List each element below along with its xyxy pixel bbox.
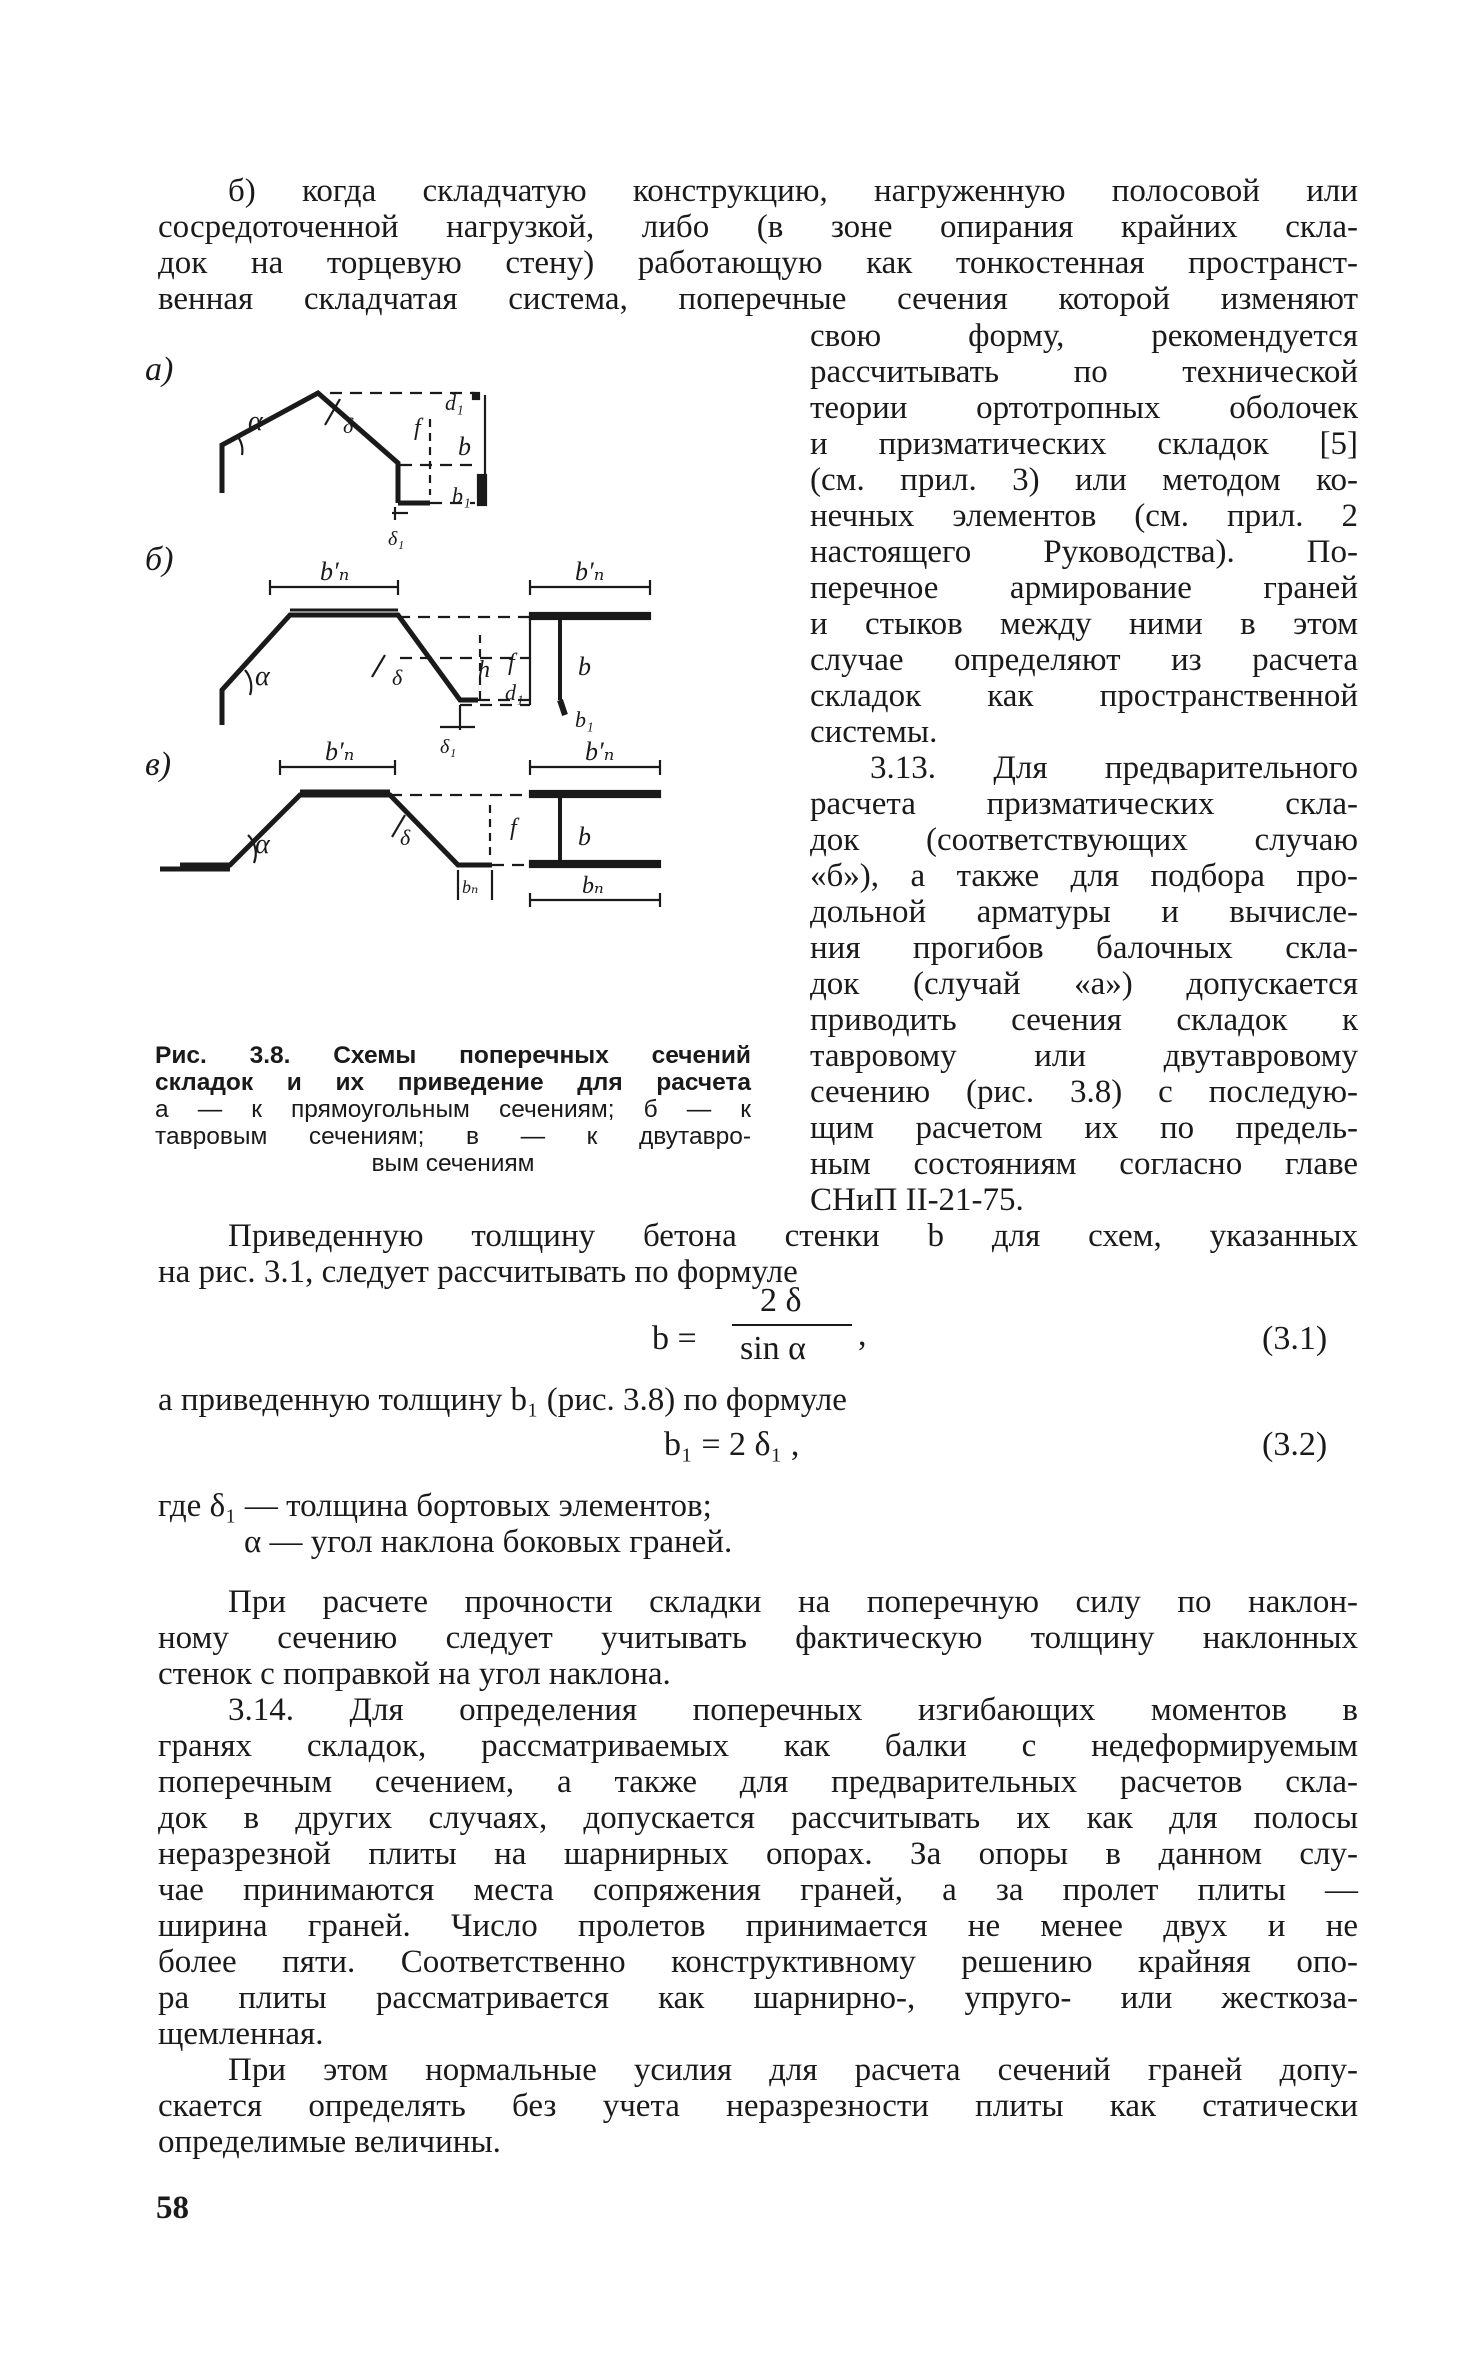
text-line: ному сечению следует учитывать фактическую толщину наклонных (158, 1620, 1358, 1656)
d1-label: d₁ (445, 390, 464, 415)
text-line: более пяти. Соответственно конструктивному решению крайняя опо- (158, 1944, 1358, 1980)
b-label: b (578, 652, 591, 681)
text-line: складок как пространственной (810, 678, 1358, 714)
text-line: рассчитывать по технической (810, 354, 1358, 390)
text-line: сечению (рис. 3.8) с последую- (810, 1074, 1358, 1110)
text-line: док (случай «а») допускается (810, 966, 1358, 1002)
text-line: (см. прил. 3) или методом ко- (810, 462, 1358, 498)
text-line: док (соответствующих случаю (810, 822, 1358, 858)
text-line: нечных элементов (см. прил. 2 (810, 498, 1358, 534)
equation-number: (3.2) (1262, 1426, 1328, 1463)
text-line: где δ₁ — толщина бортовых элементов; (158, 1488, 712, 1524)
b-label: b (578, 822, 591, 851)
text-line: приводить сечения складок к (810, 1002, 1358, 1038)
bn-prime-label-right: b′ₙ (585, 737, 615, 766)
caption-text: тавровым сечениям; в — к двутавро- (155, 1123, 751, 1150)
text-line: случае определяют из расчета (810, 642, 1358, 678)
text-line: расчета призматических скла- (810, 786, 1358, 822)
formula-lhs: b = (652, 1320, 697, 1357)
f-label: f (414, 415, 421, 441)
delta-label: δ (343, 413, 354, 438)
text-line: теории ортотропных оболочек (810, 390, 1358, 426)
text-line: 3.14. Для определения поперечных изгибающих моментов в (228, 1692, 1358, 1728)
panel-a-label: а) (145, 355, 174, 388)
text-line: «б»), а также для подбора про- (810, 858, 1358, 894)
text-line: настоящего Руководства). По- (810, 534, 1358, 570)
alpha-label: α (248, 406, 263, 437)
formula-tail: , (858, 1316, 867, 1353)
h-label: h (478, 657, 490, 683)
text-line: ра плиты рассматривается как шарнирно-, упруго- или жесткоза- (158, 1980, 1358, 2016)
text-line: свою форму, рекомендуется (810, 318, 1358, 354)
text-line: поперечным сечением, а также для предварительных расчетов скла- (158, 1764, 1358, 1800)
text-line: скается определять без учета неразрезности плиты как статически (158, 2088, 1358, 2124)
delta-label: δ (392, 665, 403, 690)
text-line: щемленная. (158, 2016, 324, 2052)
text-line: и призматических складок [5] (810, 426, 1358, 462)
text-line: ния прогибов балочных скла- (810, 930, 1358, 966)
figure-caption (155, 1042, 751, 1177)
text-line: системы. (810, 714, 938, 750)
text-line: ширина граней. Число пролетов принимается не менее двух и не (158, 1908, 1358, 1944)
text-line: гранях складок, рассматриваемых как балки с недеформируемым (158, 1728, 1358, 1764)
text-line: СНиП II-21-75. (810, 1182, 1024, 1218)
bn-label: bₙ (582, 873, 604, 899)
text-line: дольной арматуры и вычисле- (810, 894, 1358, 930)
text-line: б) когда складчатую конструкцию, нагруженную полосовой или (228, 173, 1358, 209)
text-line: Приведенную толщину бетона стенки b для схем, указанных (228, 1218, 1358, 1254)
caption-title: Рис. 3.8. Схемы поперечных сечений (155, 1042, 751, 1069)
caption-text: а — к прямоугольным сечениям; б — к (155, 1096, 751, 1123)
f-label: f (510, 815, 517, 841)
formula-2: b₁ = 2 δ₁ , (664, 1426, 800, 1463)
text-line: α — угол наклона боковых граней. (244, 1524, 733, 1560)
f-label: f (508, 650, 515, 676)
text-line: стенок с поправкой на угол наклона. (158, 1656, 671, 1692)
caption-text: вым сечениям (371, 1150, 535, 1177)
delta1-label: δ₁ (440, 736, 457, 758)
d1-label: d₁ (505, 680, 524, 705)
b-label: b (458, 432, 471, 461)
text-line: чае принимаются места сопряжения граней, а за пролет плиты — (158, 1872, 1358, 1908)
text-line: тавровому или двутавровому (810, 1038, 1358, 1074)
text-line: венная складчатая система, поперечные сечения которой изменяют (158, 281, 1358, 317)
text-line: При расчете прочности складки на поперечную силу по наклон- (228, 1584, 1358, 1620)
text-line: на рис. 3.1, следует рассчитывать по формуле (158, 1254, 798, 1290)
bn-small-label: bₙ (462, 877, 479, 897)
text-line: определимые величины. (158, 2124, 501, 2160)
page-number: 58 (156, 2190, 189, 2226)
panel-b-label: б) (145, 541, 174, 578)
alpha-label: α (255, 829, 270, 860)
fraction-bar (732, 1324, 852, 1326)
text-line: 3.13. Для предварительного (870, 750, 1358, 786)
caption-title: складок и их приведение для расчета (155, 1069, 751, 1096)
bn-prime-label-right: b′ₙ (575, 557, 605, 586)
text-line: щим расчетом их по предель- (810, 1110, 1358, 1146)
text-line: и стыков между ними в этом (810, 606, 1358, 642)
alpha-label: α (255, 661, 270, 692)
bn-prime-label: b′ₙ (320, 557, 350, 586)
cross-section-figure (130, 355, 780, 1015)
text-line: ным состояниям согласно главе (810, 1146, 1358, 1182)
text-line: док на торцевую стену) работающую как тонкостенная пространст- (158, 245, 1358, 281)
panel-c-section (180, 795, 492, 865)
bn-prime-label: b′ₙ (325, 737, 355, 766)
text-line: перечное армирование граней (810, 570, 1358, 606)
panel-c-label: в) (145, 746, 172, 783)
text-line: сосредоточенной нагрузкой, либо (в зоне опирания крайних скла- (158, 209, 1358, 245)
b1-label: b₁ (575, 707, 594, 732)
b1-label: b₁ (452, 483, 471, 508)
text-line: док в других случаях, допускается рассчитывать их как для полосы (158, 1800, 1358, 1836)
delta1-label: δ₁ (388, 528, 405, 550)
formula-numerator: 2 δ (760, 1282, 802, 1319)
text-line: а приведенную толщину b₁ (рис. 3.8) по формуле (158, 1382, 847, 1418)
delta-label: δ (400, 825, 411, 850)
equation-number: (3.1) (1262, 1320, 1328, 1357)
text-line: При этом нормальные усилия для расчета сечений граней допу- (228, 2052, 1358, 2088)
text-line: неразрезной плиты на шарнирных опорах. За опоры в данном слу- (158, 1836, 1358, 1872)
formula-denominator: sin α (740, 1330, 806, 1367)
